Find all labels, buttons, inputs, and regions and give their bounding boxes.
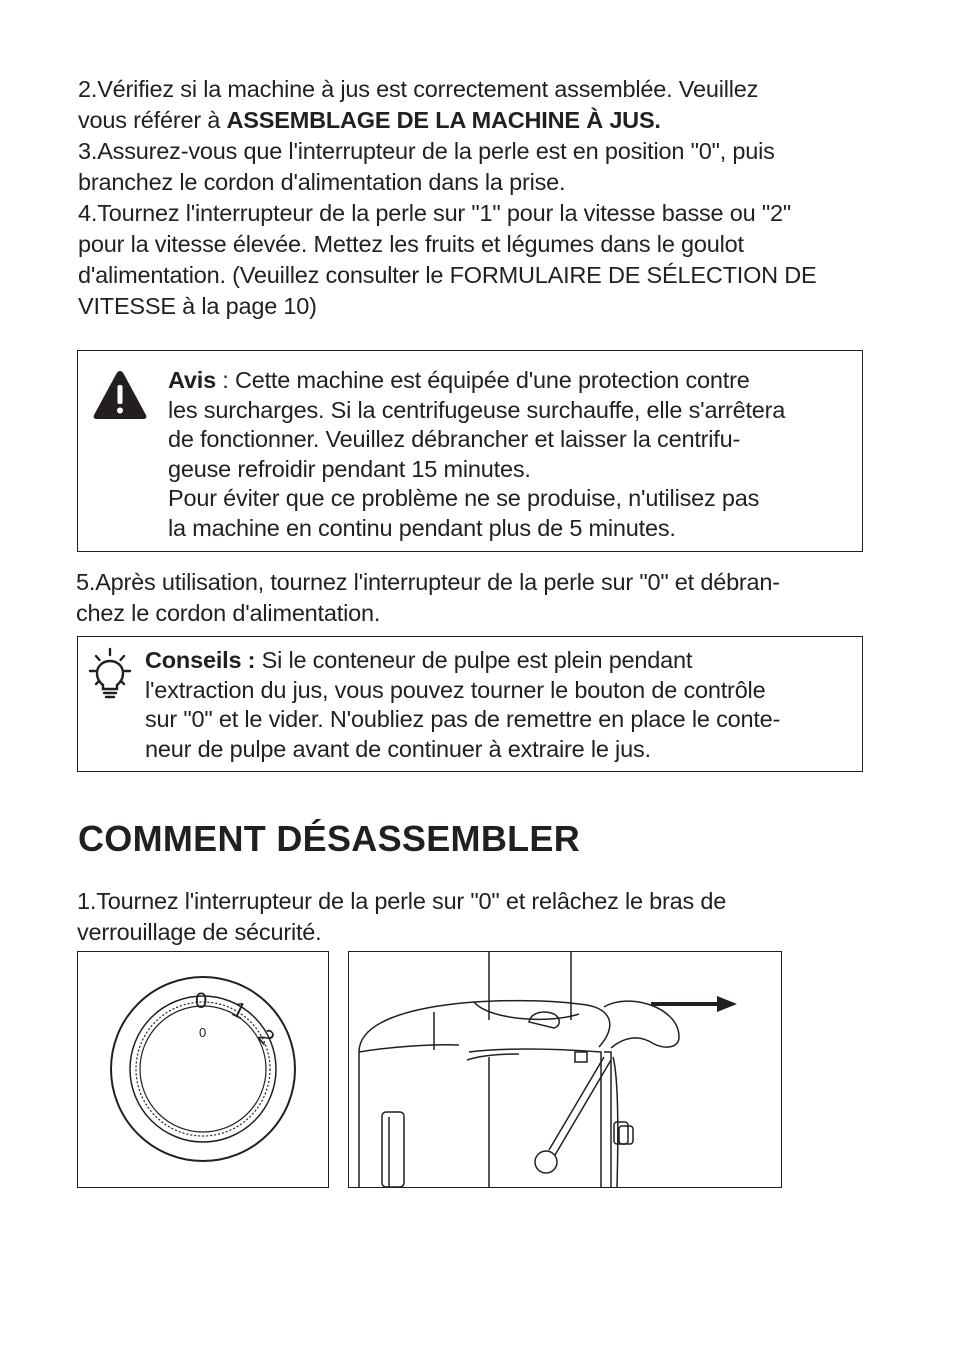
dial-label-2: 2 bbox=[252, 1024, 280, 1050]
notice-box bbox=[77, 350, 863, 552]
step-5-line-1: 5.Après utilisation, tournez l'interrupteur de la perle sur "0" et débran- bbox=[76, 569, 780, 595]
notice-line-5: Pour éviter que ce problème ne se produise, n'utilisez pas bbox=[168, 485, 760, 511]
disassemble-step-1-line-2: verrouillage de sécurité. bbox=[77, 919, 322, 945]
tips-line-2: l'extraction du jus, vous pouvez tourner le bouton de contrôle bbox=[145, 676, 766, 703]
notice-line-4: geuse refroidir pendant 15 minutes. bbox=[168, 455, 531, 482]
step-3-line-1: 3.Assurez-vous que l'interrupteur de la perle est en position "0", puis bbox=[78, 138, 775, 164]
step-4-line-2: pour la vitesse élevée. Mettez les fruits et légumes dans le goulot bbox=[78, 231, 744, 257]
section-title: COMMENT DÉSASSEMBLER bbox=[78, 818, 581, 859]
tips-label: Conseils : bbox=[145, 647, 256, 673]
step-4-line-1: 4.Tournez l'interrupteur de la perle sur "1" pour la vitesse basse ou "2" bbox=[78, 200, 791, 226]
tips-line-4: neur de pulpe avant de continuer à extraire le jus. bbox=[145, 735, 651, 762]
notice-line-1: Avis : Cette machine est équipée d'une protection contre bbox=[168, 367, 750, 393]
notice-line-3: de fonctionner. Veuillez débrancher et laisser la centrifu- bbox=[168, 426, 741, 452]
dial-figure bbox=[77, 951, 329, 1188]
tips-line-3: sur "0" et le vider. N'oubliez pas de remettre en place le conte- bbox=[145, 706, 781, 732]
step-5 bbox=[76, 567, 876, 629]
dial-label-1: 1 bbox=[228, 996, 251, 1024]
step-5-line-2: chez le cordon d'alimentation. bbox=[76, 600, 381, 626]
notice-line-6: la machine en continu pendant plus de 5 minutes. bbox=[168, 514, 676, 541]
tips-text bbox=[145, 646, 857, 764]
dial-indicator: 0 bbox=[199, 1025, 207, 1040]
notice-text bbox=[168, 366, 858, 543]
lightbulb-icon bbox=[88, 647, 132, 703]
step-2-line-1: 2.Vérifiez si la machine à jus est correctement assemblée. Veuillez bbox=[78, 76, 759, 102]
step-3-line-2: branchez le cordon d'alimentation dans la prise. bbox=[78, 169, 566, 195]
dial-label-0: 0 bbox=[195, 988, 208, 1013]
juicer-safety-arm-illustration bbox=[349, 952, 781, 1187]
juicer-figure bbox=[348, 951, 782, 1188]
step-2-reference: ASSEMBLAGE DE LA MACHINE À JUS. bbox=[226, 107, 661, 133]
tips-line-1: Conseils : Si le conteneur de pulpe est plein pendant bbox=[145, 647, 693, 673]
step-4-line-3: d'alimentation. (Veuillez consulter le FORMULAIRE DE SÉLECTION DE bbox=[78, 262, 817, 288]
step-4-line-4: VITESSE à la page 10) bbox=[78, 293, 317, 319]
notice-label: Avis bbox=[168, 367, 216, 393]
warning-triangle-icon bbox=[91, 368, 149, 422]
step-list-top bbox=[78, 74, 878, 322]
step-2-text: vous référer à bbox=[78, 107, 227, 133]
step-2-line-2 bbox=[78, 105, 878, 136]
disassemble-step-1-line-1: 1.Tournez l'interrupteur de la perle sur "0" et relâchez le bras de bbox=[77, 888, 727, 914]
speed-dial-illustration bbox=[78, 952, 328, 1187]
tips-box bbox=[77, 636, 863, 772]
notice-line-2: les surcharges. Si la centrifugeuse surchauffe, elle s'arrêtera bbox=[168, 396, 786, 423]
disassemble-step-1 bbox=[77, 886, 877, 948]
